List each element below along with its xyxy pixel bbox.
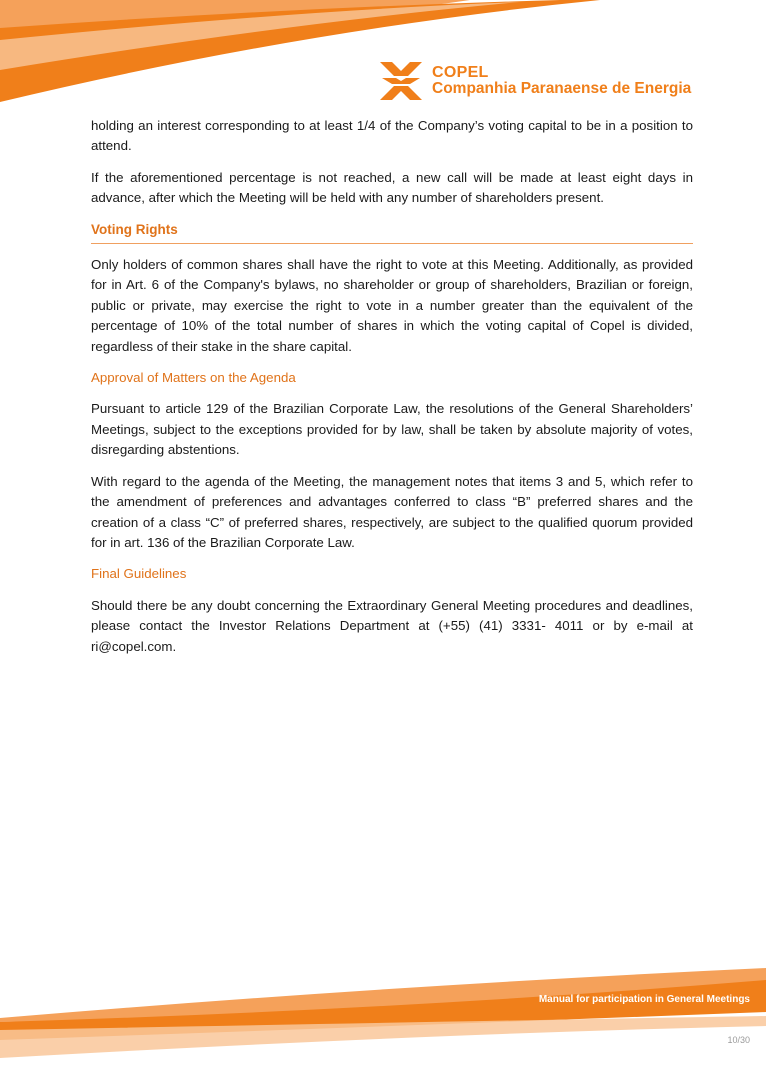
paragraph-voting-rights: Only holders of common shares shall have the right to vote at this Meeting. Additionally, as provided for in Art. 6 of the Company's bylaws, no shareholder or group of shareholders, Brazilian or foreign, public or private, may exercise the right to vote in a number greater than the equivalent of the percentage of 10% of the total number of shares in which the voting capital of Copel is divided, regardless of their stake in the share capital. — [91, 257, 693, 354]
copel-logo-icon — [378, 60, 424, 102]
paragraph-continued: holding an interest corresponding to at least 1/4 of the Company’s voting capital to be in a position to attend. — [91, 118, 693, 154]
footer-swoosh — [0, 960, 766, 1084]
page-number: 10/30 — [727, 1035, 750, 1045]
document-body — [91, 116, 693, 668]
paragraph-approval-2: With regard to the agenda of the Meeting, the management notes that items 3 and 5, which refer to the amendment of preferences and advantages conferred to class “B” preferred shares and the creation of a class “C” of preferred shares, respectively, are subject to the qualified quorum provided for in art. 136 of the Brazilian Corporate Law. — [91, 473, 693, 550]
paragraph-second-call: If the aforementioned percentage is not reached, a new call will be made at least eight days in advance, after which the Meeting will be held with any number of shareholders present. — [91, 169, 693, 206]
company-short-name: COPEL — [432, 64, 489, 81]
paragraph-final-guidelines: Should there be any doubt concerning the Extraordinary General Meeting procedures and deadlines, please contact the Investor Relations Department at (+55) (41) 3331- 4011 or by e-mail at ri@copel.com. — [91, 597, 693, 654]
heading-voting-rights: Voting Rights — [91, 220, 693, 244]
copel-logo — [378, 60, 691, 102]
company-full-name: Companhia Paranaense de Energia — [432, 80, 692, 97]
heading-final-guidelines: Final Guidelines — [91, 566, 187, 582]
footer-document-title: Manual for participation in General Meetings — [538, 994, 750, 1005]
heading-approval-of-matters: Approval of Matters on the Agenda — [91, 370, 296, 386]
paragraph-approval-1: Pursuant to article 129 of the Brazilian Corporate Law, the resolutions of the General Shareholders’ Meetings, subject to the exceptions provided for by law, shall be taken by absolute majority of votes, disregarding abstentions. — [91, 401, 693, 458]
